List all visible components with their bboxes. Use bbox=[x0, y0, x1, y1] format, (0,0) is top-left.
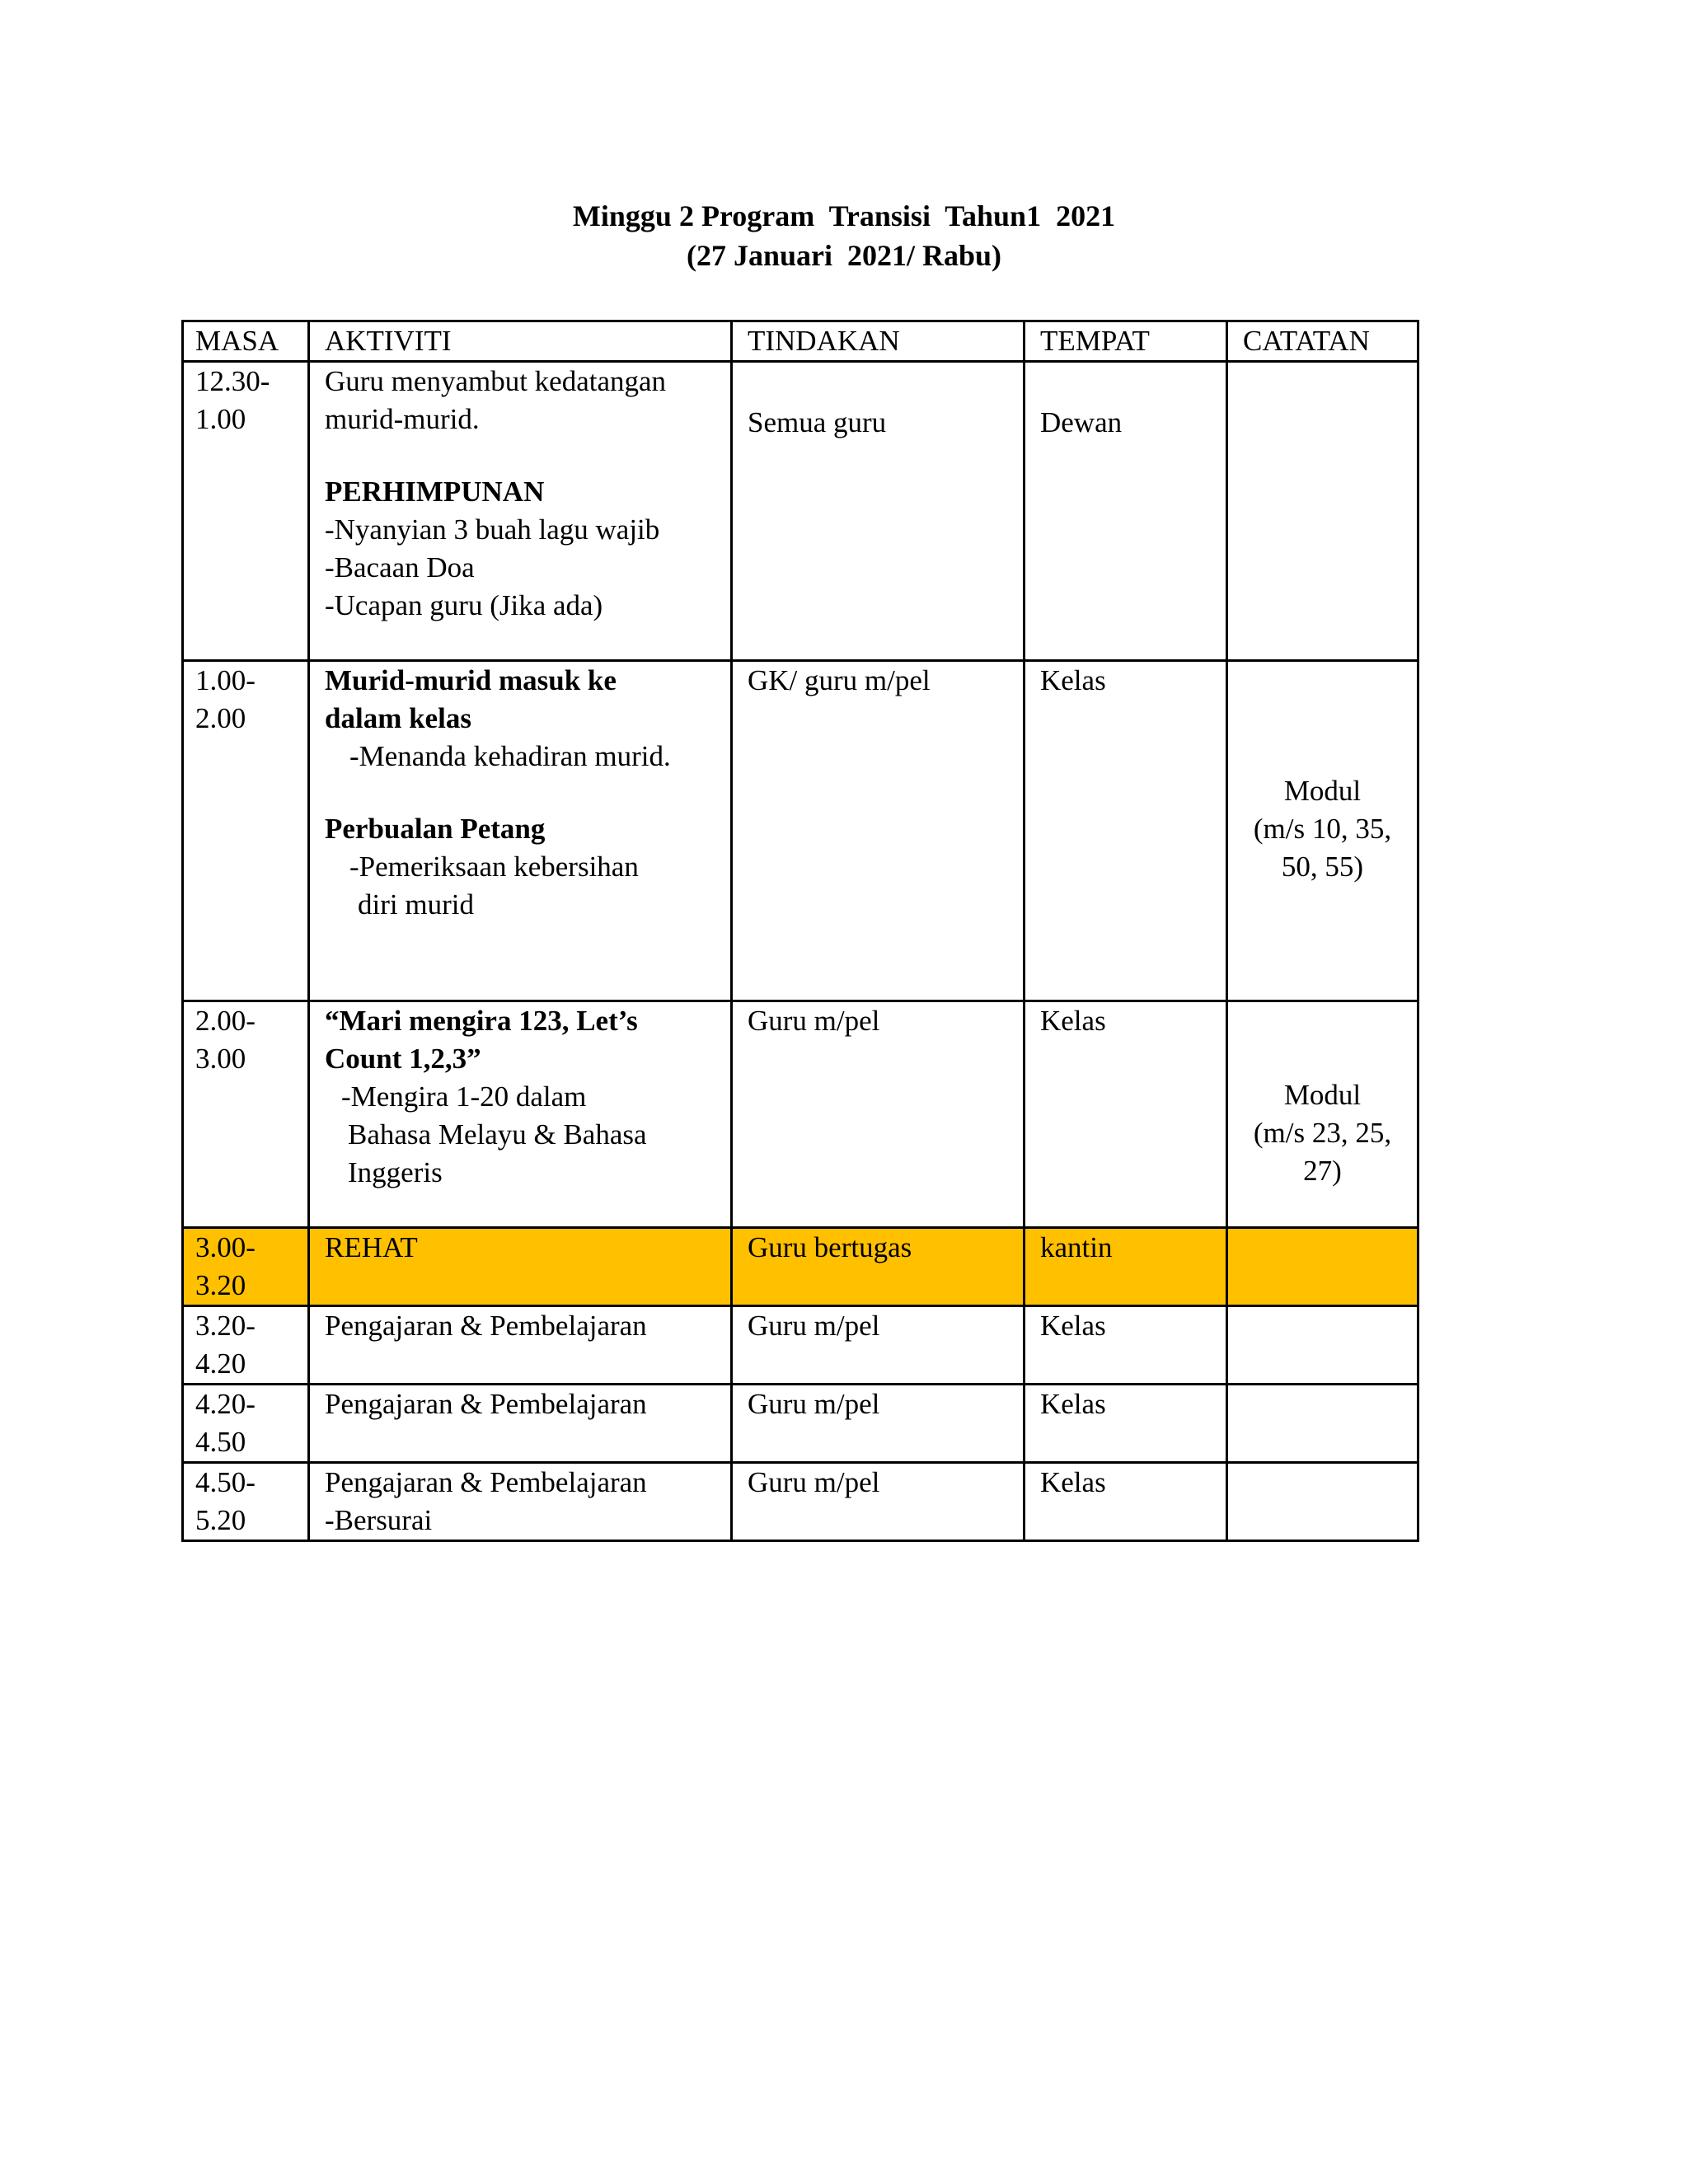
cell-aktiviti bbox=[309, 1001, 732, 1228]
cell-tempat bbox=[1025, 661, 1227, 1001]
header-tindakan: TINDAKAN bbox=[732, 321, 1025, 362]
catatan-line: Modul bbox=[1283, 1079, 1362, 1111]
cell-catatan bbox=[1227, 661, 1418, 1001]
catatan-line: 27) bbox=[1303, 1155, 1342, 1187]
cell-tindakan bbox=[732, 661, 1025, 1001]
cell-aktiviti bbox=[309, 661, 732, 1001]
table-row bbox=[183, 1306, 1418, 1385]
cell-tempat bbox=[1025, 1463, 1227, 1541]
cell-tindakan bbox=[732, 1001, 1025, 1228]
cell-tindakan bbox=[732, 1306, 1025, 1385]
aktiviti-item: -Pemeriksaan kebersihan bbox=[349, 851, 639, 883]
table-row bbox=[183, 1385, 1418, 1463]
cell-aktiviti bbox=[309, 1385, 732, 1463]
aktiviti-heading: Count 1,2,3” bbox=[325, 1043, 481, 1075]
catatan-line: (m/s 10, 35, bbox=[1253, 813, 1392, 845]
table-row-highlighted bbox=[183, 1228, 1418, 1306]
aktiviti-line: Guru menyambut kedatangan bbox=[325, 365, 667, 397]
cell-masa bbox=[183, 1463, 309, 1541]
masa-start: 2.00- bbox=[195, 1005, 256, 1037]
masa-end: 1.00 bbox=[195, 403, 246, 435]
tindakan-text: Semua guru bbox=[748, 406, 887, 438]
catatan-line: Modul bbox=[1283, 775, 1362, 807]
catatan-line: (m/s 23, 25, bbox=[1253, 1117, 1392, 1149]
masa-start: 4.50- bbox=[195, 1466, 256, 1498]
cell-aktiviti bbox=[309, 362, 732, 661]
cell-masa bbox=[183, 1001, 309, 1228]
cell-tempat bbox=[1025, 1228, 1227, 1306]
masa-end: 2.00 bbox=[195, 702, 246, 734]
cell-catatan bbox=[1227, 1001, 1418, 1228]
header-catatan: CATATAN bbox=[1227, 321, 1418, 362]
cell-masa bbox=[183, 661, 309, 1001]
aktiviti-item: -Menanda kehadiran murid. bbox=[349, 740, 671, 772]
cell-aktiviti bbox=[309, 1228, 732, 1306]
masa-start: 12.30- bbox=[195, 365, 270, 397]
aktiviti-item: -Mengira 1-20 dalam bbox=[341, 1080, 587, 1113]
cell-catatan bbox=[1227, 362, 1418, 661]
masa-start: 3.00- bbox=[195, 1231, 256, 1263]
table-row bbox=[183, 362, 1418, 661]
aktiviti-item: diri murid bbox=[358, 888, 474, 921]
cell-catatan bbox=[1227, 1306, 1418, 1385]
tempat-text: Dewan bbox=[1040, 406, 1123, 438]
aktiviti-heading: PERHIMPUNAN bbox=[325, 476, 545, 508]
aktiviti-line: REHAT bbox=[325, 1231, 418, 1263]
cell-aktiviti bbox=[309, 1306, 732, 1385]
cell-tindakan bbox=[732, 1385, 1025, 1463]
tindakan-text: Guru m/pel bbox=[748, 1388, 880, 1420]
aktiviti-item: -Nyanyian 3 buah lagu wajib bbox=[325, 513, 660, 546]
cell-aktiviti bbox=[309, 1463, 732, 1541]
masa-end: 5.20 bbox=[195, 1504, 246, 1536]
masa-start: 4.20- bbox=[195, 1388, 256, 1420]
cell-masa bbox=[183, 362, 309, 661]
header-tempat: TEMPAT bbox=[1025, 321, 1227, 362]
aktiviti-item: Bahasa Melayu & Bahasa bbox=[348, 1118, 647, 1151]
table-row bbox=[183, 661, 1418, 1001]
tempat-text: kantin bbox=[1040, 1231, 1113, 1263]
cell-tindakan bbox=[732, 1228, 1025, 1306]
tindakan-text: Guru m/pel bbox=[748, 1310, 880, 1342]
tempat-text: Kelas bbox=[1040, 1005, 1106, 1037]
aktiviti-line: Pengajaran & Pembelajaran bbox=[325, 1310, 647, 1342]
aktiviti-line: Pengajaran & Pembelajaran bbox=[325, 1388, 647, 1420]
catatan-line: 50, 55) bbox=[1281, 851, 1364, 883]
cell-catatan bbox=[1227, 1228, 1418, 1306]
tindakan-text: Guru m/pel bbox=[748, 1466, 880, 1498]
cell-catatan bbox=[1227, 1385, 1418, 1463]
cell-tindakan bbox=[732, 1463, 1025, 1541]
table-row bbox=[183, 1463, 1418, 1541]
table-header-row bbox=[183, 321, 1418, 362]
cell-masa bbox=[183, 1385, 309, 1463]
document-subtitle-date: (27 Januari 2021/ Rabu) bbox=[686, 239, 1002, 272]
masa-start: 1.00- bbox=[195, 664, 256, 696]
tindakan-text: GK/ guru m/pel bbox=[748, 664, 931, 696]
aktiviti-item: -Bacaan Doa bbox=[325, 551, 475, 583]
cell-tempat bbox=[1025, 1306, 1227, 1385]
masa-end: 4.50 bbox=[195, 1426, 246, 1458]
tempat-text: Kelas bbox=[1040, 1388, 1106, 1420]
aktiviti-heading: Perbualan Petang bbox=[325, 813, 546, 845]
cell-tindakan bbox=[732, 362, 1025, 661]
aktiviti-item: Inggeris bbox=[348, 1156, 443, 1188]
masa-end: 4.20 bbox=[195, 1347, 246, 1380]
cell-tempat bbox=[1025, 1001, 1227, 1228]
masa-end: 3.20 bbox=[195, 1269, 246, 1301]
aktiviti-line: -Bersurai bbox=[325, 1504, 433, 1536]
tempat-text: Kelas bbox=[1040, 1310, 1106, 1342]
table-row bbox=[183, 1001, 1418, 1228]
aktiviti-heading: dalam kelas bbox=[325, 702, 471, 734]
aktiviti-item: -Ucapan guru (Jika ada) bbox=[325, 589, 603, 621]
header-aktiviti: AKTIVITI bbox=[309, 321, 732, 362]
tindakan-text: Guru bertugas bbox=[748, 1231, 912, 1263]
aktiviti-line: murid-murid. bbox=[325, 403, 480, 435]
cell-tempat bbox=[1025, 1385, 1227, 1463]
document-title: Minggu 2 Program Transisi Tahun1 2021 bbox=[572, 199, 1116, 232]
tindakan-text: Guru m/pel bbox=[748, 1005, 880, 1037]
cell-masa bbox=[183, 1228, 309, 1306]
masa-start: 3.20- bbox=[195, 1310, 256, 1342]
header-masa: MASA bbox=[183, 321, 309, 362]
masa-end: 3.00 bbox=[195, 1043, 246, 1075]
aktiviti-heading: Murid-murid masuk ke bbox=[325, 664, 617, 696]
cell-tempat bbox=[1025, 362, 1227, 661]
tempat-text: Kelas bbox=[1040, 664, 1106, 696]
aktiviti-heading: “Mari mengira 123, Let’s bbox=[325, 1005, 638, 1037]
tempat-text: Kelas bbox=[1040, 1466, 1106, 1498]
cell-masa bbox=[183, 1306, 309, 1385]
aktiviti-line: Pengajaran & Pembelajaran bbox=[325, 1466, 647, 1498]
cell-catatan bbox=[1227, 1463, 1418, 1541]
schedule-table bbox=[181, 320, 1419, 1542]
